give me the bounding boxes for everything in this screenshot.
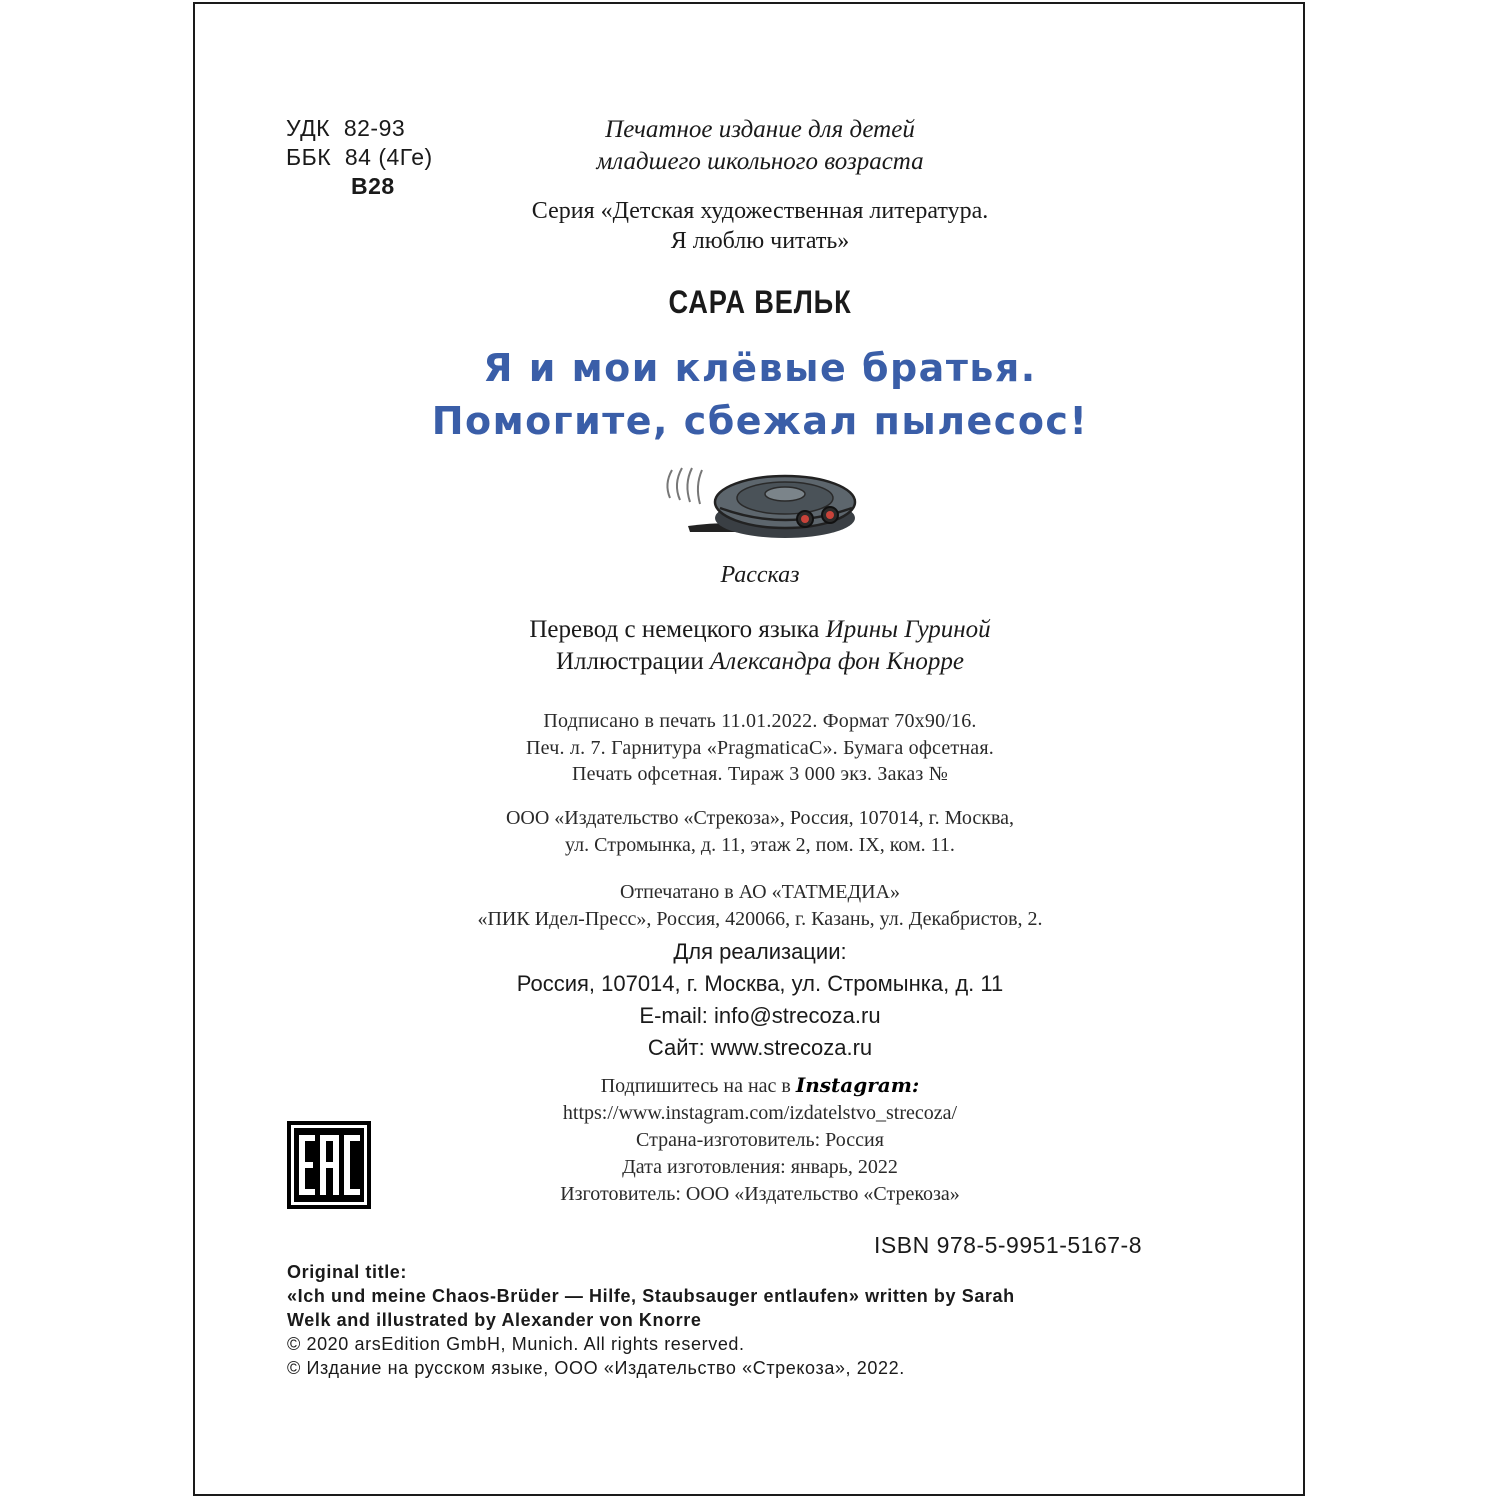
robot-vacuum-icon (660, 460, 860, 550)
copyright-original: © 2020 arsEdition GmbH, Munich. All rights reserved. (287, 1334, 745, 1354)
translation-credit (400, 614, 1120, 646)
country-of-origin: Страна-изготовитель: Россия (636, 1129, 884, 1151)
sales-address: Россия, 107014, г. Москва, ул. Стромынка, д. 11 (516, 971, 1004, 996)
manufacture-date: Дата изготовления: январь, 2022 (622, 1156, 898, 1178)
bbk-value: 84 (4Ге) (344, 144, 433, 170)
original-title-heading: Original title: (287, 1262, 408, 1282)
book-title (380, 342, 1140, 448)
instagram-line (400, 1072, 1120, 1100)
credits (400, 614, 1120, 678)
book-author: САРА ВЕЛЬК (668, 284, 852, 320)
sales-heading: Для реализации: (673, 939, 847, 964)
original-title-block (287, 1260, 1147, 1380)
social-prefix: Подпишитесь на нас в (600, 1075, 791, 1097)
isbn: ISBN 978-5-9951-5167-8 (874, 1232, 1142, 1258)
original-title-line-2: Welk and illustrated by Alexander von Knorre (287, 1310, 702, 1330)
classification-block (286, 114, 433, 201)
publisher-line-1: ООО «Издательство «Стрекоза», Россия, 107014, г. Москва, (505, 807, 1015, 829)
bbk-label: ББК (286, 144, 332, 170)
author-mark: В28 (351, 173, 395, 199)
genre-label: Рассказ (720, 562, 800, 588)
illustrator-name: Александра фон Кнорре (709, 648, 965, 675)
publisher-address (400, 805, 1120, 859)
sales-contact (400, 936, 1120, 1064)
instagram-url: https://www.instagram.com/izdatelstvo_strecoza/ (562, 1102, 958, 1124)
original-title-line-1: «Ich und meine Chaos-Brüder — Hilfe, Staubsauger entlaufen» written by Sarah (287, 1286, 1015, 1306)
manufacturer: Изготовитель: ООО «Издательство «Стрекоза» (560, 1183, 960, 1205)
instagram-brand: Instagram: (795, 1073, 920, 1097)
udk-label: УДК (286, 115, 331, 141)
sales-email: E-mail: info@strecoza.ru (639, 1003, 881, 1028)
series-name (440, 196, 1080, 256)
imprint-details (400, 708, 1120, 788)
audience-line-1: Печатное издание для детей (605, 116, 915, 143)
audience-note (540, 114, 980, 178)
udk-row (286, 114, 433, 143)
imprint-line-2: Печ. л. 7. Гарнитура «PragmaticaC». Бумага офсетная. (526, 736, 994, 759)
imprint-line-3: Печать офсетная. Тираж 3 000 экз. Заказ № (571, 763, 948, 785)
sales-site: Сайт: www.strecoza.ru (647, 1035, 873, 1060)
audience-line-2: младшего школьного возраста (596, 148, 924, 175)
translator-name: Ирины Гуриной (825, 616, 991, 643)
translation-prefix: Перевод с немецкого языка (529, 616, 820, 643)
udk-value: 82-93 (343, 115, 406, 141)
publisher-line-2: ул. Стромынка, д. 11, этаж 2, пом. IX, ком. 11. (565, 834, 955, 856)
social-manufacturer-block (400, 1072, 1120, 1208)
illustration-credit (400, 646, 1120, 678)
printer-info (400, 879, 1120, 933)
title-line-2: Помогите, сбежал пылесос! (431, 399, 1089, 443)
series-line-2: Я люблю читать» (670, 228, 850, 254)
imprint-line-1: Подписано в печать 11.01.2022. Формат 70х90/16. (543, 710, 977, 732)
printer-line-2: «ПИК Идел-Пресс», Россия, 420066, г. Казань, ул. Декабристов, 2. (477, 908, 1043, 930)
bbk-row (286, 143, 433, 172)
printer-line-1: Отпечатано в АО «ТАТМЕДИА» (620, 881, 900, 903)
series-line-1: Серия «Детская художественная литература. (531, 198, 989, 224)
robot-vacuum-illustration (660, 460, 860, 550)
title-line-1: Я и мои клёвые братья. (483, 346, 1037, 390)
eac-mark-icon (287, 1121, 371, 1209)
eac-certification-logo (287, 1121, 371, 1209)
illustration-prefix: Иллюстрации (555, 648, 704, 675)
copyright-russian: © Издание на русском языке, ООО «Издательство «Стрекоза», 2022. (287, 1358, 905, 1378)
